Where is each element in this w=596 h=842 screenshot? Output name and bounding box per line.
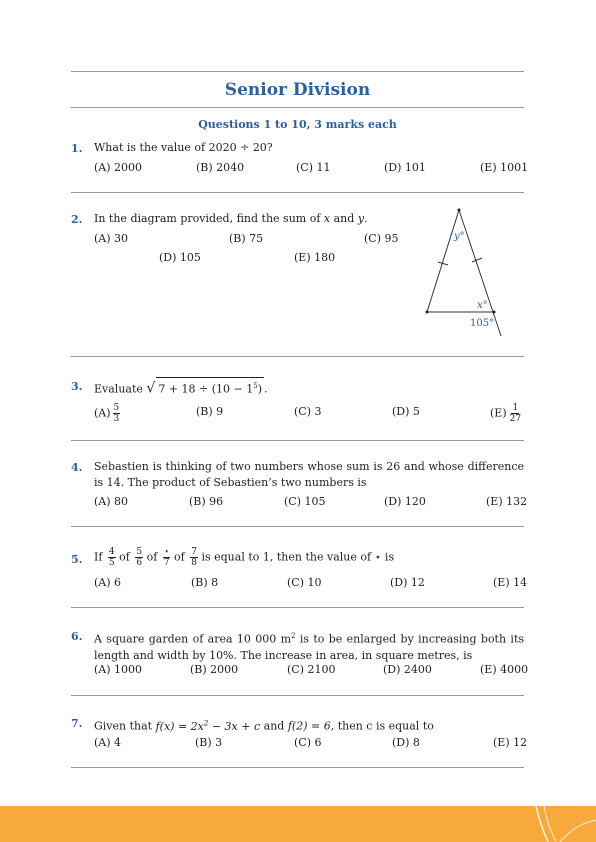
- vertex-left: [426, 311, 429, 314]
- question-5-option-a[interactable]: (A) 6: [94, 576, 122, 589]
- question-4-option-a[interactable]: (A) 80: [94, 495, 129, 508]
- question-6-option-b[interactable]: (B) 2000: [190, 663, 239, 676]
- footer-band: [0, 806, 596, 842]
- fraction-4-5: $\frac{4}{5}$: [108, 547, 115, 568]
- fraction-5-3: $\frac{5}{3}$: [113, 403, 120, 424]
- fraction-5-6: $\frac{5}{6}$: [136, 547, 143, 568]
- question-5-option-b[interactable]: (B) 8: [191, 576, 219, 589]
- question-2-option-b[interactable]: (B) 75: [229, 232, 264, 245]
- question-3-option-a[interactable]: (A) $\frac{5}{3}$: [94, 403, 120, 424]
- angle-y-label: y°: [454, 231, 465, 242]
- question-4-text: Sebastien is thinking of two numbers whose sum is 26 and whose difference is 14. The product of Sebastien’s two numbers is: [94, 460, 524, 489]
- divider-5: [71, 607, 524, 608]
- function-value: f(2) = 6: [287, 719, 331, 733]
- variable-x: x: [323, 212, 331, 225]
- question-4-option-e[interactable]: (E) 132: [486, 495, 528, 508]
- question-7-text: Given that $f(x) = 2x^2 - 3x + c$ and f(2) = 6, then c is equal to: [94, 719, 434, 733]
- section-title: Senior Division: [224, 80, 371, 100]
- question-3-option-c[interactable]: (C) 3: [294, 405, 322, 418]
- question-3-text-pre: Evaluate: [94, 382, 147, 396]
- question-6-option-d[interactable]: (D) 2400: [383, 663, 432, 676]
- question-2-option-e[interactable]: (E) 180: [294, 251, 336, 264]
- question-1-option-e[interactable]: (E) 1001: [480, 161, 529, 174]
- question-3-number: 3.: [71, 380, 83, 393]
- question-2-option-a[interactable]: (A) 30: [94, 232, 129, 245]
- question-2-number: 2.: [71, 213, 83, 226]
- divider-1: [71, 192, 524, 193]
- question-5-option-d[interactable]: (D) 12: [390, 576, 425, 589]
- question-4-option-d[interactable]: (D) 120: [384, 495, 426, 508]
- triangle-left-side: [427, 210, 459, 312]
- question-1-number: 1.: [71, 142, 83, 155]
- question-4-option-c[interactable]: (C) 105: [284, 495, 326, 508]
- question-6-text: A square garden of area 10 000 $m^2$ is to be enlarged by increasing both its length and width by 10%. The increase in area, in square metres, is: [94, 632, 525, 662]
- question-1-option-a[interactable]: (A) 2000: [94, 161, 143, 174]
- top-rule: [71, 71, 524, 72]
- question-2-option-c[interactable]: (C) 95: [364, 232, 399, 245]
- question-1-option-c[interactable]: (C) 11: [296, 161, 331, 174]
- question-3-text: [94, 377, 524, 398]
- question-6-option-c[interactable]: (C) 2100: [287, 663, 336, 676]
- question-4-number: 4.: [71, 461, 83, 474]
- question-6-option-e[interactable]: (E) 4000: [480, 663, 529, 676]
- question-7-option-c[interactable]: (C) 6: [294, 736, 322, 749]
- question-2-text-mid: and: [330, 212, 358, 225]
- angle-x-label: x°: [477, 300, 488, 311]
- question-3-option-b[interactable]: (B) 9: [196, 405, 224, 418]
- question-5-number: 5.: [71, 553, 83, 566]
- variable-y: y: [357, 212, 365, 225]
- section-subtitle: Questions 1 to 10, 3 marks each: [198, 118, 397, 131]
- question-1-option-d[interactable]: (D) 101: [384, 161, 426, 174]
- divider-2: [71, 356, 524, 357]
- question-4-option-b[interactable]: (B) 96: [189, 495, 224, 508]
- question-5-option-c[interactable]: (C) 10: [287, 576, 322, 589]
- function-expression: $f(x) = 2x^2 - 3x + c$: [155, 719, 261, 733]
- divider-7: [71, 767, 524, 768]
- question-7-option-e[interactable]: (E) 12: [493, 736, 528, 749]
- question-2-text-pre: In the diagram provided, find the sum of: [94, 212, 324, 225]
- question-1-text: What is the value of 2020 ÷ 20?: [94, 141, 273, 154]
- question-2-option-d[interactable]: (D) 105: [159, 251, 201, 264]
- title-rule: [71, 107, 524, 108]
- fraction-7-8: $\frac{7}{8}$: [191, 547, 197, 568]
- vertex-right: [493, 311, 496, 314]
- question-1-option-b[interactable]: (B) 2040: [196, 161, 245, 174]
- question-7-option-d[interactable]: (D) 8: [392, 736, 420, 749]
- angle-105-label: 105°: [470, 318, 495, 329]
- divider-3: [71, 440, 524, 441]
- question-5-option-e[interactable]: (E) 14: [493, 576, 528, 589]
- question-3-option-d[interactable]: (D) 5: [392, 405, 420, 418]
- question-6-option-a[interactable]: (A) 1000: [94, 663, 143, 676]
- question-7-option-b[interactable]: (B) 3: [195, 736, 223, 749]
- question-3-option-e[interactable]: (E) $\frac{1}{27}$: [490, 403, 522, 424]
- equal-tick-right: [472, 258, 482, 262]
- question-3-text-post: .: [264, 382, 268, 396]
- divider-6: [71, 695, 524, 696]
- fraction-star-7: $\frac{⋆}{7}$: [163, 547, 170, 568]
- radicand: $7 + 18 \div (10 - 1^5)$: [156, 377, 264, 398]
- footer-swoosh-decoration: [0, 806, 596, 842]
- question-5-text: If $\frac{4}{5}$ of $\frac{5}{6}$ of $\frac{⋆}{7}$ of $\frac{7}{8}$ is equal to 1, then the value of ⋆ is: [94, 547, 395, 568]
- fraction-1-27: $\frac{1}{27}$: [509, 403, 522, 424]
- radical-sign: √: [146, 380, 156, 397]
- question-7-option-a[interactable]: (A) 4: [94, 736, 122, 749]
- vertex-top: [458, 209, 461, 212]
- triangle-diagram: [400, 200, 510, 340]
- question-2-text-post: .: [364, 212, 368, 225]
- question-6-number: 6.: [71, 630, 83, 643]
- question-7-number: 7.: [71, 717, 83, 730]
- divider-4: [71, 526, 524, 527]
